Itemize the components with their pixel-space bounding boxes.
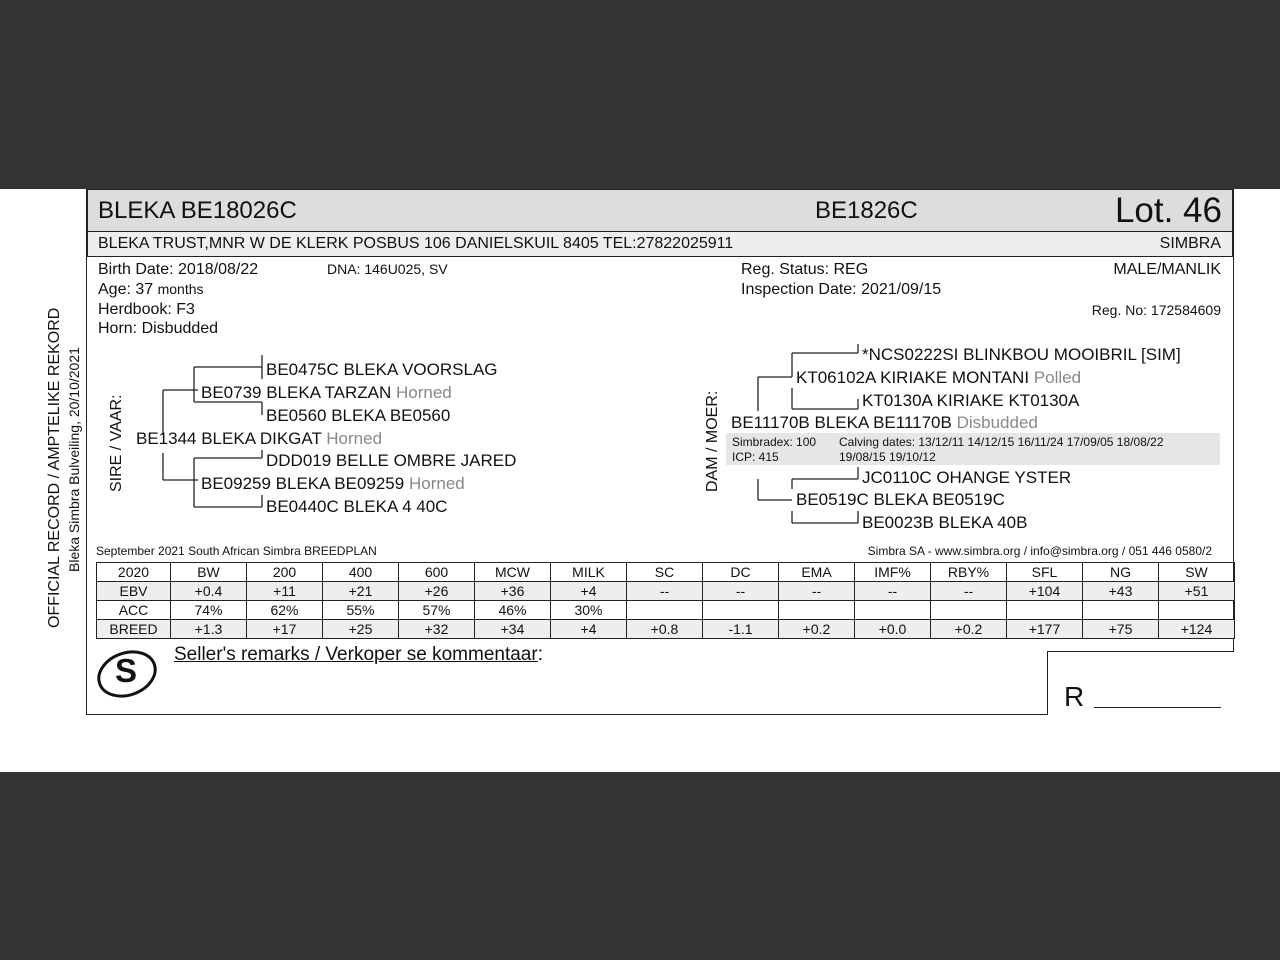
table-cell: +17: [247, 620, 323, 639]
herdbook: Herdbook: F3: [98, 301, 195, 318]
table-cell: +4: [551, 582, 627, 601]
breedplan-title: September 2021 South African Simbra BREEDPLAN: [96, 544, 377, 558]
lot-card: [0, 189, 1280, 772]
lot-number: Lot. 46: [1114, 191, 1222, 230]
sire-sire-dam: BE0560 BLEKA BE0560: [266, 406, 451, 425]
table-cell: [703, 601, 779, 620]
table-cell: +11: [247, 582, 323, 601]
table-cell: EBV: [97, 582, 171, 601]
table-cell: --: [703, 582, 779, 601]
dam: BE11170B BLEKA BE11170B Disbudded: [731, 413, 1038, 432]
table-cell: RBY%: [931, 563, 1007, 582]
table-cell: 400: [323, 563, 399, 582]
sire-dam: BE09259 BLEKA BE09259 Horned: [201, 474, 465, 493]
animal-name: BLEKA BE18026C: [98, 197, 297, 224]
price-blank-line[interactable]: [1094, 707, 1221, 708]
table-cell: --: [931, 582, 1007, 601]
table-cell: 600: [399, 563, 475, 582]
birth-date: Birth Date: 2018/08/22: [98, 261, 259, 278]
table-cell: +4: [551, 620, 627, 639]
table-cell: +36: [475, 582, 551, 601]
table-cell: +34: [475, 620, 551, 639]
table-cell: +51: [1159, 582, 1235, 601]
table-cell: IMF%: [855, 563, 931, 582]
inspection-date: Inspection Date: 2021/09/15: [741, 281, 942, 298]
ebv-row: [97, 582, 1235, 601]
dam-sire: KT06102A KIRIAKE MONTANI Polled: [796, 368, 1082, 387]
table-cell: NG: [1083, 563, 1159, 582]
table-cell: --: [779, 582, 855, 601]
table-cell: +43: [1083, 582, 1159, 601]
calving-dates: Calving dates: 13/12/11 14/12/15 16/11/24 17/09/05 18/08/22: [839, 435, 1164, 449]
table-cell: -1.1: [703, 620, 779, 639]
dam-dam-sire: JC0110C OHANGE YSTER: [862, 468, 1072, 487]
simbra-logo: [96, 649, 158, 699]
breed-row: [97, 620, 1235, 639]
table-cell: SC: [627, 563, 703, 582]
table-cell: +177: [1007, 620, 1083, 639]
table-cell: [627, 601, 703, 620]
table-cell: [1007, 601, 1083, 620]
simbradex: Simbradex: 100: [732, 435, 817, 449]
table-cell: +0.8: [627, 620, 703, 639]
sire: BE1344 BLEKA DIKGAT Horned: [136, 429, 383, 448]
table-cell: [855, 601, 931, 620]
icp: ICP: 415: [732, 450, 779, 464]
acc-row: [97, 601, 1235, 620]
table-cell: [1083, 601, 1159, 620]
table-cell: +104: [1007, 582, 1083, 601]
table-cell: +25: [323, 620, 399, 639]
table-cell: 62%: [247, 601, 323, 620]
sire-sire: BE0739 BLEKA TARZAN Horned: [201, 383, 452, 402]
official-record-label: OFFICIAL RECORD / AMPTELIKE REKORD: [46, 307, 63, 628]
table-cell: 57%: [399, 601, 475, 620]
breed-label: SIMBRA: [1159, 235, 1221, 252]
table-cell: DC: [703, 563, 779, 582]
table-cell: MCW: [475, 563, 551, 582]
dam-sire-dam: KT0130A KIRIAKE KT0130A: [862, 391, 1080, 410]
dam-performance-box: [726, 433, 1220, 465]
sale-label: Bleka Simbra Bulveiling, 20/10/2021: [66, 347, 82, 572]
table-cell: [931, 601, 1007, 620]
sex: MALE/MANLIK: [1113, 261, 1221, 278]
table-cell: +1.3: [171, 620, 247, 639]
table-cell: +0.2: [779, 620, 855, 639]
table-cell: 2020: [97, 563, 171, 582]
table-cell: +75: [1083, 620, 1159, 639]
table-cell: 200: [247, 563, 323, 582]
reg-number: Reg. No: 172584609: [1091, 302, 1221, 318]
table-cell: EMA: [779, 563, 855, 582]
table-cell: SFL: [1007, 563, 1083, 582]
ebv-header-row: [97, 563, 1235, 582]
table-cell: ACC: [97, 601, 171, 620]
table-cell: BREED: [97, 620, 171, 639]
dam-dam-dam: BE0023B BLEKA 40B: [862, 513, 1028, 532]
table-cell: --: [627, 582, 703, 601]
table-cell: 30%: [551, 601, 627, 620]
simbra-logo-letter: S: [115, 652, 138, 689]
seller-remarks-label: Seller's remarks / Verkoper se kommentaar:: [174, 644, 543, 665]
table-cell: +124: [1159, 620, 1235, 639]
table-cell: [1159, 601, 1235, 620]
sire-label: SIRE / VAAR:: [108, 394, 125, 492]
dam-label: DAM / MOER:: [704, 390, 721, 492]
table-cell: +0.2: [931, 620, 1007, 639]
dam-dam: BE0519C BLEKA BE0519C: [796, 490, 1005, 509]
calving-dates-cont: 19/08/15 19/10/12: [839, 450, 936, 464]
reg-status: Reg. Status: REG: [741, 261, 869, 278]
table-cell: --: [855, 582, 931, 601]
sire-sire-sire: BE0475C BLEKA VOORSLAG: [266, 360, 498, 379]
sire-dam-dam: BE0440C BLEKA 4 40C: [266, 497, 448, 516]
sire-dam-sire: DDD019 BELLE OMBRE JARED: [266, 451, 517, 470]
ebv-table: [96, 562, 1235, 639]
table-cell: +32: [399, 620, 475, 639]
animal-id: BE1826C: [815, 197, 918, 224]
table-cell: SW: [1159, 563, 1235, 582]
age: Age: 37 months: [98, 281, 204, 298]
horn-status: Horn: Disbudded: [98, 320, 219, 337]
table-cell: +0.0: [855, 620, 931, 639]
table-cell: BW: [171, 563, 247, 582]
dna-info: DNA: 146U025, SV: [327, 261, 448, 277]
dam-sire-sire: *NCS0222SI BLINKBOU MOOIBRIL [SIM]: [862, 345, 1181, 364]
table-cell: 46%: [475, 601, 551, 620]
table-cell: [779, 601, 855, 620]
owner-address: BLEKA TRUST,MNR W DE KLERK POSBUS 106 DANIELSKUIL 8405 TEL:27822025911: [98, 235, 734, 252]
table-cell: MILK: [551, 563, 627, 582]
breedplan-contact: Simbra SA - www.simbra.org / info@simbra.org / 051 446 0580/2: [867, 544, 1212, 558]
price-label: R: [1064, 681, 1085, 712]
table-cell: +0.4: [171, 582, 247, 601]
table-cell: 55%: [323, 601, 399, 620]
table-cell: +26: [399, 582, 475, 601]
table-cell: 74%: [171, 601, 247, 620]
pedigree-lines: [0, 189, 1280, 772]
table-cell: +21: [323, 582, 399, 601]
